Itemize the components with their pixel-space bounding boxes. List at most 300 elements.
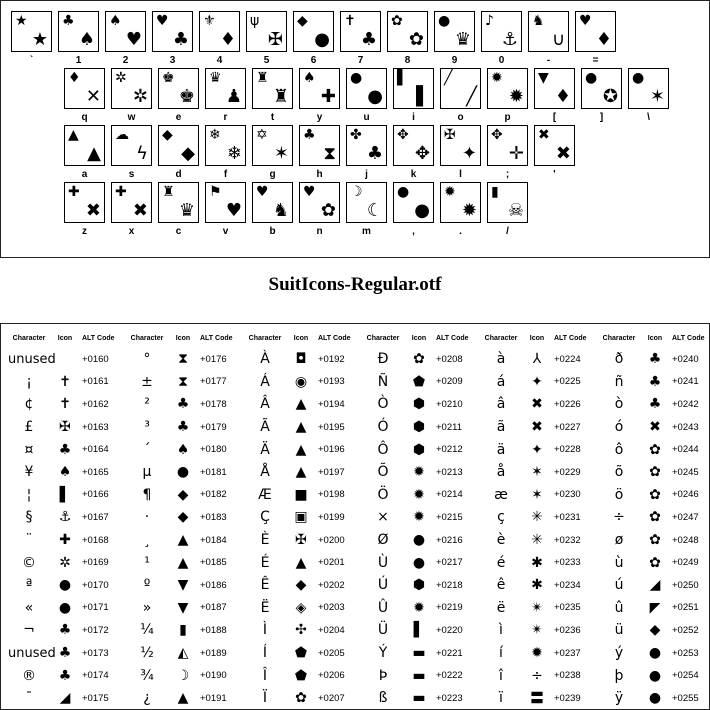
key-cell (440, 182, 481, 238)
glyph-icon: ▼ (177, 577, 189, 594)
key-glyph-shift-icon: ✲ (132, 86, 148, 107)
alt-code-cell: +0250 (672, 579, 699, 591)
alt-code-cell: +0222 (436, 670, 463, 682)
key-glyph-icon: ☽ (350, 184, 363, 200)
glyph-icon: ✱ (531, 554, 543, 571)
character-cell: unused (8, 645, 56, 661)
glyph-icon: ✠ (59, 419, 71, 436)
character-cell: ¸ (143, 532, 151, 549)
glyph-icon: ✹ (413, 599, 425, 616)
key-glyph-icon: ♥ (156, 13, 169, 29)
key-glyph-icon: ♠ (109, 13, 122, 29)
key-label: 6 (310, 55, 317, 66)
table-column (480, 332, 597, 710)
key-glyph-icon: ✹ (491, 70, 503, 86)
key-glyph-box (152, 11, 193, 52)
key-label: = (592, 55, 599, 66)
alt-code-cell: +0221 (436, 647, 463, 659)
key-glyph-icon: ● (350, 70, 363, 86)
table-row (126, 574, 243, 597)
alt-code-cell: +0230 (554, 489, 581, 501)
key-glyph-icon: ✿ (391, 13, 403, 29)
glyph-icon: ♣ (58, 667, 72, 684)
key-glyph-shift-icon: ◆ (181, 143, 195, 164)
key-cell (628, 68, 669, 124)
key-glyph-icon: ✝ (344, 13, 356, 29)
table-row (480, 619, 597, 642)
alt-code-cell: +0214 (436, 489, 463, 501)
table-row (8, 461, 125, 484)
glyph-icon: ✿ (649, 441, 661, 458)
key-label: ` (29, 55, 34, 66)
character-cell: ß (378, 690, 388, 707)
key-cell (440, 125, 481, 181)
glyph-icon: ▲ (295, 554, 307, 571)
glyph-icon: ✖ (531, 396, 543, 413)
character-cell: À (260, 351, 270, 368)
key-label: 0 (498, 55, 505, 66)
table-row (598, 506, 710, 529)
character-cell: ± (141, 373, 153, 390)
key-glyph-icon: ⚜ (203, 13, 216, 29)
table-row (126, 461, 243, 484)
key-glyph-shift-icon: ♦ (554, 86, 571, 107)
key-glyph-icon: ✥ (397, 127, 409, 143)
character-cell: ² (144, 396, 150, 413)
key-label: r (223, 112, 228, 123)
key-glyph-icon: ▮ (491, 184, 499, 200)
key-glyph-shift-icon: ♣ (366, 143, 383, 164)
alt-code-cell: +0192 (318, 353, 345, 365)
glyph-icon: ⧗ (178, 351, 188, 368)
character-cell: È (260, 532, 270, 549)
glyph-icon: ▲ (177, 532, 189, 549)
key-glyph-icon: ♜ (162, 184, 175, 200)
key-cell (252, 68, 293, 124)
table-row (598, 687, 710, 710)
table-row (8, 687, 125, 710)
key-glyph-box (581, 68, 622, 109)
table-row (598, 664, 710, 687)
key-glyph-box (246, 11, 287, 52)
alt-code-cell: +0193 (318, 376, 345, 388)
character-cell: þ (614, 667, 624, 684)
table-row (8, 619, 125, 642)
key-cell (393, 68, 434, 124)
glyph-icon: ◉ (294, 373, 308, 390)
key-glyph-box (111, 125, 152, 166)
table-row (362, 506, 479, 529)
table-row (244, 664, 361, 687)
key-glyph-icon: ✚ (115, 184, 127, 200)
alt-code-cell: +0161 (82, 376, 109, 388)
table-row (126, 642, 243, 665)
key-glyph-shift-icon: ✖ (85, 200, 101, 221)
glyph-icon: ▬ (412, 690, 426, 707)
glyph-icon: ✝ (59, 396, 71, 413)
character-cell: é (496, 554, 506, 571)
key-glyph-icon: ✤ (350, 127, 362, 143)
key-glyph-box (487, 68, 528, 109)
key-cell (111, 68, 152, 124)
key-glyph-box (393, 182, 434, 223)
key-glyph-shift-icon: ★ (31, 29, 48, 50)
header-alt: ALT Code (554, 334, 587, 342)
character-cell: õ (614, 464, 624, 481)
glyph-icon: ▲ (177, 554, 189, 571)
key-glyph-box (299, 182, 340, 223)
key-glyph-shift-icon: ♛ (178, 200, 195, 221)
alt-code-cell: +0169 (82, 557, 109, 569)
table-row (126, 371, 243, 394)
table-row (244, 393, 361, 416)
key-glyph-box (205, 68, 246, 109)
glyph-icon: ⬟ (294, 645, 308, 662)
character-cell: ¿ (143, 690, 151, 707)
key-label: e (175, 112, 182, 123)
key-label: 3 (169, 55, 176, 66)
table-row (244, 416, 361, 439)
glyph-icon: ♣ (648, 373, 662, 390)
table-row (244, 597, 361, 620)
key-label: s (128, 169, 135, 180)
glyph-icon: ⧗ (178, 373, 188, 390)
key-cell (64, 182, 105, 238)
table-row (244, 371, 361, 394)
character-cell: ÿ (614, 690, 624, 707)
key-label: , (412, 226, 415, 237)
alt-code-cell: +0190 (200, 670, 227, 682)
key-label: 9 (451, 55, 458, 66)
glyph-icon: ✿ (649, 486, 661, 503)
table-row (362, 687, 479, 710)
header-alt: ALT Code (200, 334, 233, 342)
character-cell: ® (22, 667, 36, 684)
table-row (480, 664, 597, 687)
character-cell: ý (614, 645, 624, 662)
header-alt: ALT Code (436, 334, 469, 342)
key-label: 7 (357, 55, 364, 66)
key-glyph-icon: ◆ (162, 127, 173, 143)
key-glyph-shift-icon: ✚ (320, 86, 336, 107)
table-column (362, 332, 479, 710)
table-row (480, 529, 597, 552)
table-row (244, 438, 361, 461)
alt-code-cell: +0168 (82, 534, 109, 546)
table-row (244, 348, 361, 371)
table-row (598, 551, 710, 574)
table-row (8, 551, 125, 574)
character-cell: ¾ (140, 667, 154, 684)
table-row (362, 393, 479, 416)
glyph-icon: ÷ (531, 667, 543, 684)
character-cell: Ö (377, 486, 389, 503)
character-cell: ³ (144, 419, 150, 436)
key-glyph-box (105, 11, 146, 52)
glyph-icon: ● (176, 464, 190, 481)
glyph-icon: ♣ (58, 622, 72, 639)
table-row (480, 461, 597, 484)
key-glyph-shift-icon: ✹ (461, 200, 477, 221)
alt-code-cell: +0198 (318, 489, 345, 501)
alt-code-table (0, 323, 710, 710)
key-glyph-box (628, 68, 669, 109)
key-label: z (82, 226, 87, 237)
glyph-icon: ✿ (295, 690, 307, 707)
key-glyph-icon: ✖ (538, 127, 550, 143)
table-row (126, 416, 243, 439)
key-label: ; (505, 169, 510, 180)
header-character: Character (12, 334, 46, 342)
glyph-icon: ✦ (531, 373, 543, 390)
table-row (598, 371, 710, 394)
character-cell: â (496, 396, 506, 413)
key-cell (252, 125, 293, 181)
glyph-icon: ⚓ (58, 509, 72, 526)
alt-code-cell: +0223 (436, 692, 463, 704)
table-row (480, 484, 597, 507)
glyph-icon: ✝ (59, 373, 71, 390)
key-glyph-icon: ● (438, 13, 451, 29)
glyph-icon: ✿ (649, 532, 661, 549)
table-row (244, 642, 361, 665)
key-glyph-shift-icon: ✥ (414, 143, 430, 164)
alt-code-cell: +0182 (200, 489, 227, 501)
key-glyph-icon: ♥ (303, 184, 316, 200)
key-label: - (546, 55, 551, 66)
alt-code-cell: +0189 (200, 647, 227, 659)
key-label: n (316, 226, 323, 237)
character-cell: ü (614, 622, 624, 639)
character-cell: Ë (260, 599, 270, 616)
glyph-icon: ▬ (412, 667, 426, 684)
key-label: k (410, 169, 417, 180)
character-cell: « (24, 599, 34, 616)
character-cell: ¨ (25, 532, 33, 549)
glyph-icon: ▌ (59, 486, 71, 503)
character-cell: Â (260, 396, 270, 413)
table-row (598, 416, 710, 439)
key-glyph-box (252, 68, 293, 109)
glyph-icon: ● (58, 599, 72, 616)
character-cell: ò (614, 396, 624, 413)
alt-code-cell: +0171 (82, 602, 109, 614)
table-row (244, 551, 361, 574)
glyph-icon: ● (58, 577, 72, 594)
alt-code-cell: +0183 (200, 511, 227, 523)
glyph-icon: ✹ (413, 486, 425, 503)
character-cell: Ó (377, 419, 389, 436)
table-row (598, 348, 710, 371)
glyph-icon: ◆ (177, 486, 189, 503)
glyph-icon: ■ (294, 486, 308, 503)
key-label: q (81, 112, 88, 123)
character-cell: ñ (614, 373, 624, 390)
character-cell: » (142, 599, 152, 616)
character-cell: Æ (258, 486, 272, 503)
font-title: SuitIcons-Regular.otf (268, 274, 442, 295)
character-cell: ç (497, 509, 505, 526)
key-cell (199, 11, 240, 67)
table-row (362, 416, 479, 439)
key-glyph-icon: ● (585, 70, 598, 86)
key-cell (158, 182, 199, 238)
key-cell (111, 125, 152, 181)
alt-code-cell: +0213 (436, 466, 463, 478)
header-icon: Icon (57, 334, 73, 342)
header-icon: Icon (529, 334, 545, 342)
alt-code-cell: +0196 (318, 444, 345, 456)
key-cell (152, 11, 193, 67)
glyph-icon: ▲ (295, 441, 307, 458)
alt-code-cell: +0194 (318, 398, 345, 410)
alt-code-cell: +0236 (554, 624, 581, 636)
table-row (8, 393, 125, 416)
character-cell: Ñ (377, 373, 389, 390)
key-glyph-icon: ♣ (303, 127, 316, 143)
alt-code-cell: +0207 (318, 692, 345, 704)
alt-code-cell: +0227 (554, 421, 581, 433)
glyph-icon: ▮ (179, 622, 187, 639)
key-cell (111, 182, 152, 238)
key-glyph-shift-icon: ✹ (508, 86, 524, 107)
key-cell (487, 68, 528, 124)
key-glyph-shift-icon: ✦ (461, 143, 477, 164)
table-row (480, 348, 597, 371)
table-row (598, 393, 710, 416)
key-glyph-box (534, 125, 575, 166)
glyph-icon: ✿ (649, 464, 661, 481)
key-cell (64, 125, 105, 181)
table-column (244, 332, 361, 710)
alt-code-cell: +0226 (554, 398, 581, 410)
character-cell: ð (614, 351, 624, 368)
header-character: Character (602, 334, 636, 342)
alt-code-cell: +0232 (554, 534, 581, 546)
key-glyph-shift-icon: ✖ (555, 143, 571, 164)
glyph-icon: ◆ (177, 509, 189, 526)
glyph-icon: ✣ (295, 622, 307, 639)
key-glyph-shift-icon: ✠ (267, 29, 283, 50)
table-row (362, 438, 479, 461)
table-row (8, 642, 125, 665)
glyph-icon: 〓 (530, 691, 544, 708)
key-glyph-shift-icon: ♞ (272, 200, 289, 221)
key-glyph-icon: ♠ (303, 70, 316, 86)
character-cell: Õ (377, 464, 389, 481)
key-label: h (316, 169, 323, 180)
key-glyph-box (346, 182, 387, 223)
key-glyph-shift-icon: ♦ (595, 29, 612, 50)
key-cell (581, 68, 622, 124)
key-glyph-icon: ❄ (209, 127, 221, 143)
alt-code-cell: +0239 (554, 692, 581, 704)
key-cell (252, 182, 293, 238)
alt-code-cell: +0174 (82, 670, 109, 682)
key-glyph-shift-icon: ϟ (136, 143, 148, 164)
key-cell (440, 68, 481, 124)
key-cell (293, 11, 334, 67)
character-cell: Á (260, 373, 270, 390)
table-row (126, 438, 243, 461)
key-cell (205, 182, 246, 238)
glyph-icon: ✿ (649, 509, 661, 526)
key-glyph-shift-icon: ✖ (132, 200, 148, 221)
table-header (126, 332, 243, 344)
key-glyph-shift-icon: ● (314, 29, 330, 50)
character-cell: Ô (377, 441, 389, 458)
character-cell: ¥ (24, 464, 34, 481)
character-cell: Ò (377, 396, 389, 413)
key-glyph-box (158, 125, 199, 166)
glyph-icon: ✠ (295, 532, 307, 549)
table-row (480, 642, 597, 665)
character-cell: ì (499, 622, 503, 639)
glyph-icon: ✹ (531, 645, 543, 662)
glyph-icon: ● (412, 532, 426, 549)
header-alt: ALT Code (318, 334, 351, 342)
key-glyph-icon: ✲ (115, 70, 127, 86)
header-icon: Icon (293, 334, 309, 342)
glyph-icon: ⬢ (412, 419, 426, 436)
alt-code-cell: +0215 (436, 511, 463, 523)
key-label: d (175, 169, 182, 180)
key-glyph-icon: ♥ (256, 184, 269, 200)
key-label: . (459, 226, 462, 237)
alt-code-cell: +0218 (436, 579, 463, 591)
key-glyph-icon: ● (397, 184, 410, 200)
key-label: a (81, 169, 88, 180)
header-alt: ALT Code (672, 334, 705, 342)
character-cell: Ç (260, 509, 270, 526)
glyph-icon: ♠ (58, 464, 72, 481)
glyph-icon: ✳ (531, 509, 543, 526)
alt-code-cell: +0186 (200, 579, 227, 591)
key-cell (346, 125, 387, 181)
character-cell: Ø (377, 532, 389, 549)
alt-code-cell: +0235 (554, 602, 581, 614)
table-row (126, 529, 243, 552)
glyph-icon: ✦ (531, 441, 543, 458)
key-glyph-box (299, 125, 340, 166)
table-row (480, 393, 597, 416)
key-cell (346, 68, 387, 124)
glyph-icon: ◘ (295, 351, 307, 368)
glyph-icon: ✴ (531, 622, 543, 639)
table-row (126, 664, 243, 687)
key-cell (534, 125, 575, 181)
table-row (598, 438, 710, 461)
alt-code-cell: +0170 (82, 579, 109, 591)
alt-code-cell: +0233 (554, 557, 581, 569)
character-cell: Í (262, 645, 268, 662)
key-glyph-box (64, 182, 105, 223)
glyph-icon: ⬢ (412, 577, 426, 594)
key-glyph-shift-icon: ♛ (454, 29, 471, 50)
alt-code-cell: +0234 (554, 579, 581, 591)
table-row (362, 348, 479, 371)
key-glyph-box (158, 68, 199, 109)
key-glyph-shift-icon: ╱ (466, 86, 477, 107)
glyph-icon: ◭ (177, 645, 189, 662)
alt-code-cell: +0201 (318, 557, 345, 569)
key-row (64, 182, 534, 238)
key-glyph-box (393, 68, 434, 109)
character-cell: © (22, 554, 36, 571)
alt-code-cell: +0255 (672, 692, 699, 704)
alt-code-cell: +0231 (554, 511, 581, 523)
glyph-icon: ● (648, 667, 662, 684)
